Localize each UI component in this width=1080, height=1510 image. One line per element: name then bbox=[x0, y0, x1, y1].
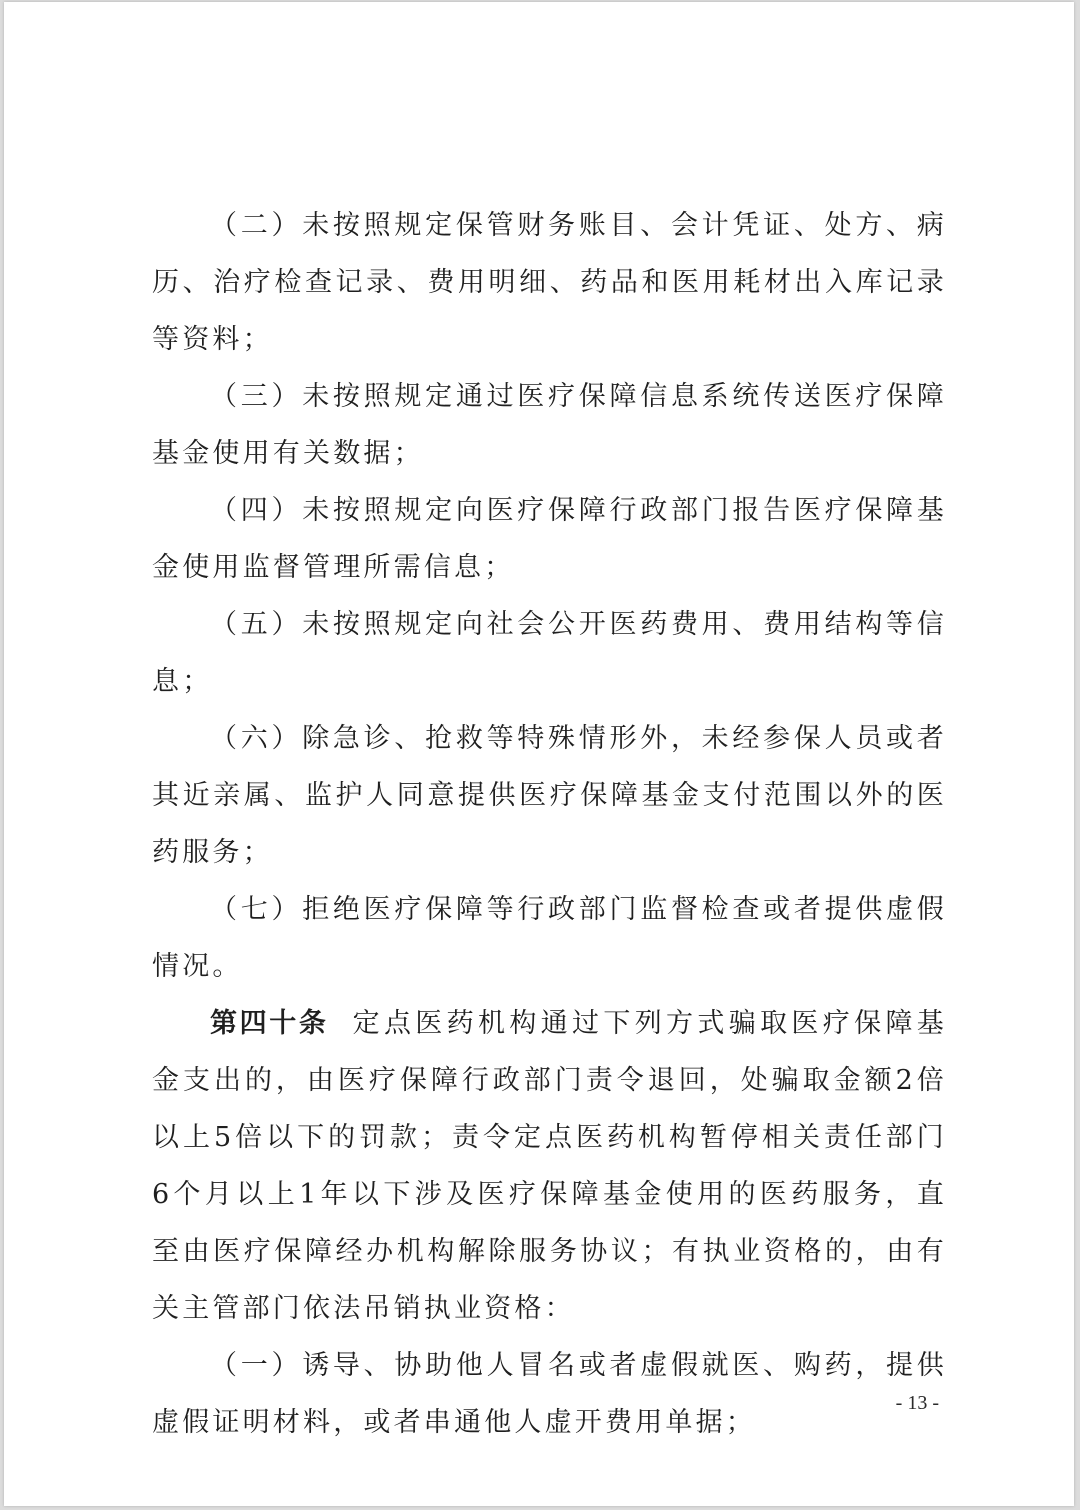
article-heading: 第四十条 bbox=[210, 1008, 329, 1039]
clause-paragraph: （六）除急诊、抢救等特殊情形外，未经参保人员或者其近亲属、监护人同意提供医疗保障基金支付范围以外的医药服务； bbox=[152, 723, 947, 868]
clause-paragraph: （一）诱导、协助他人冒名或者虚假就医、购药，提供虚假证明材料，或者串通他人虚开费用单据； bbox=[152, 1350, 947, 1438]
clause-paragraph: （五）未按照规定向社会公开医药费用、费用结构等信息； bbox=[152, 609, 947, 697]
page-number: - 13 - bbox=[895, 1392, 939, 1414]
document-page bbox=[4, 2, 1074, 1506]
article-paragraph bbox=[152, 995, 947, 1337]
document-body bbox=[152, 197, 947, 1451]
clause-paragraph: （七）拒绝医疗保障等行政部门监督检查或者提供虚假情况。 bbox=[152, 894, 947, 982]
clause-paragraph: （四）未按照规定向医疗保障行政部门报告医疗保障基金使用监督管理所需信息； bbox=[152, 495, 947, 583]
clause-paragraph: （二）未按照规定保管财务账目、会计凭证、处方、病历、治疗检查记录、费用明细、药品和医用耗材出入库记录等资料； bbox=[152, 210, 947, 355]
article-text: 定点医药机构通过下列方式骗取医疗保障基金支出的，由医疗保障行政部门责令退回，处骗取金额2倍以上5倍以下的罚款；责令定点医药机构暂停相关责任部门6个月以上1年以下涉及医疗保障基金使用的医药服务，直至由医疗保障经办机构解除服务协议；有执业资格的，由有关主管部门依法吊销执业资格： bbox=[152, 1008, 948, 1324]
clause-paragraph: （三）未按照规定通过医疗保障信息系统传送医疗保障基金使用有关数据； bbox=[152, 381, 947, 469]
